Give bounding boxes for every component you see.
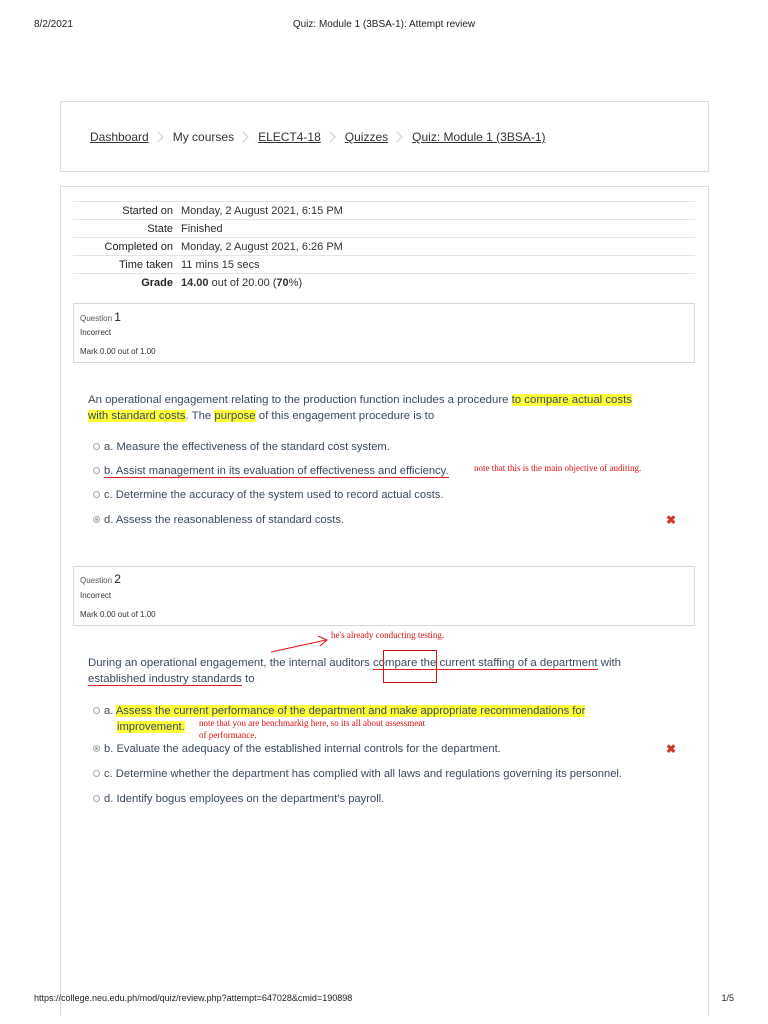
annotation-box bbox=[383, 650, 437, 683]
option-label: b. Evaluate the adequacy of the established internal controls for the department. bbox=[104, 743, 501, 755]
summary-label: Started on bbox=[73, 202, 177, 220]
summary-label: Completed on bbox=[73, 238, 177, 256]
question-number-digit: 2 bbox=[114, 572, 121, 586]
option-label: b. Assist management in its evaluation of effectiveness and efficiency. bbox=[104, 465, 449, 477]
incorrect-cross-icon: ✖ bbox=[666, 742, 677, 756]
grade-percent: 70 bbox=[276, 276, 289, 289]
summary-label: Grade bbox=[73, 274, 177, 292]
grade-mid: out of 20.00 ( bbox=[208, 276, 277, 289]
q2-option-c[interactable] bbox=[93, 768, 622, 780]
summary-label: State bbox=[73, 220, 177, 238]
highlight: purpose bbox=[214, 410, 256, 422]
option-label: c. Determine whether the department has complied with all laws and regulations governing its personnel. bbox=[104, 768, 623, 780]
radio-button[interactable] bbox=[93, 770, 100, 777]
question-mark: Mark 0.00 out of 1.00 bbox=[80, 347, 156, 356]
question-number: Question 1 bbox=[80, 310, 121, 324]
question-2-text: During an operational engagement, the internal auditors compare the current staffing of a department with established industry standards to bbox=[88, 657, 621, 685]
summary-value: Finished bbox=[177, 220, 695, 238]
summary-label: Time taken bbox=[73, 256, 177, 274]
question-mark: Mark 0.00 out of 1.00 bbox=[80, 610, 156, 619]
breadcrumb-dashboard[interactable]: Dashboard bbox=[90, 130, 149, 144]
highlight: Assess the current performance of the department and make appropriate recommendations for bbox=[115, 705, 586, 717]
question-state: Incorrect bbox=[80, 591, 112, 600]
highlight: improvement. bbox=[117, 721, 185, 733]
radio-button-selected[interactable] bbox=[93, 745, 100, 752]
grade-end: %) bbox=[288, 276, 303, 289]
q2-option-a[interactable]: a. Assess the current performance of the department and make appropriate recommendations for improvement. bbox=[93, 703, 585, 735]
radio-button[interactable] bbox=[93, 795, 100, 802]
print-title: Quiz: Module 1 (3BSA-1): Attempt review bbox=[292, 19, 476, 30]
print-date: 8/2/2021 bbox=[34, 19, 73, 30]
breadcrumb-course[interactable]: ELECT4-18 bbox=[258, 130, 321, 144]
question-1-text: An operational engagement relating to the production function includes a procedure to compare actual costs with standard costs. The purpose of this engagement procedure is to bbox=[88, 394, 632, 422]
option-label: a. Measure the effectiveness of the standard cost system. bbox=[104, 441, 390, 453]
question-number-digit: 1 bbox=[114, 310, 121, 324]
q2-annotation-side: note that you are benchmarkig here, so its all about assessment of performance. bbox=[199, 718, 426, 740]
q2-option-b[interactable] bbox=[93, 743, 501, 755]
incorrect-cross-icon: ✖ bbox=[666, 513, 677, 527]
option-label: d. Identify bogus employees on the department’s payroll. bbox=[104, 793, 385, 805]
underlined-text: the current staffing of a department bbox=[417, 657, 598, 669]
option-label: d. Assess the reasonableness of standard costs. bbox=[104, 514, 345, 526]
q1-annotation: note that this is the main objective of auditing. bbox=[474, 463, 642, 473]
q2-option-d[interactable] bbox=[93, 793, 384, 805]
breadcrumb-quiz[interactable]: Quiz: Module 1 (3BSA-1) bbox=[412, 130, 546, 144]
option-label: c. Determine the accuracy of the system used to record actual costs. bbox=[104, 489, 444, 501]
grade-score: 14.00 bbox=[181, 276, 209, 289]
summary-value: Monday, 2 August 2021, 6:26 PM bbox=[177, 238, 695, 256]
print-page-number: 1/5 bbox=[721, 993, 734, 1003]
underlined-text: compare bbox=[372, 657, 418, 669]
print-url: https://college.neu.edu.ph/mod/quiz/review.php?attempt=647028&cmid=190898 bbox=[34, 993, 353, 1003]
highlight: with standard costs bbox=[88, 410, 186, 422]
radio-button[interactable] bbox=[93, 707, 100, 714]
underlined-text: established industry standards bbox=[88, 673, 242, 685]
question-number: Question 2 bbox=[80, 572, 121, 586]
summary-value: Monday, 2 August 2021, 6:15 PM bbox=[177, 202, 695, 220]
question-state: Incorrect bbox=[80, 328, 112, 337]
q2-annotation-top: he's already conducting testing. bbox=[331, 630, 445, 640]
breadcrumb-quizzes[interactable]: Quizzes bbox=[344, 130, 389, 144]
summary-value: 11 mins 15 secs bbox=[177, 256, 695, 274]
highlight: to compare actual costs bbox=[511, 394, 632, 406]
breadcrumb-my-courses[interactable]: My courses bbox=[172, 130, 235, 144]
